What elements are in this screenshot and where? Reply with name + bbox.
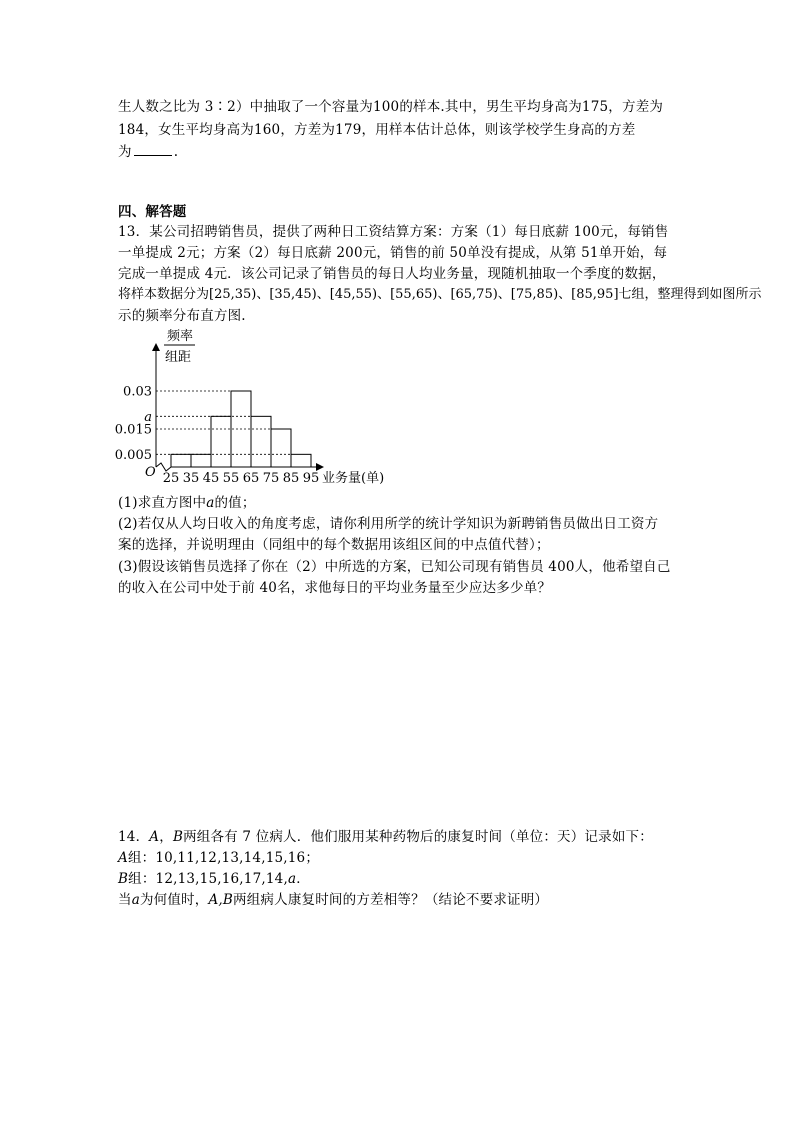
q14-line-b-post: ． — [296, 871, 310, 887]
q13-sub-3a: (3)假设该销售员选择了你在（2）中所选的方案，已知公司现有销售员 400人，他希望自己 — [118, 559, 671, 575]
x-tick-labels — [163, 471, 320, 486]
y-label-top: 频率 — [167, 329, 194, 344]
q14-line-b-text: 组：12,13,15,16,17,14, — [128, 871, 288, 887]
q13-line-3: 完成一单提成 4元．该公司记录了销售员的每日人均业务量，现随机抽取一个季度的数据， — [118, 266, 666, 282]
y-label-bottom: 组距 — [165, 350, 192, 365]
histogram-bar — [171, 454, 191, 467]
histogram-bar — [271, 429, 291, 467]
q14-line-a-var: A — [118, 850, 128, 866]
x-axis-label: 业务量(单) — [322, 471, 385, 486]
q14-line-1 — [118, 827, 653, 847]
histogram-bar — [191, 454, 211, 467]
q12-line-3-post: . — [173, 144, 179, 160]
q14-var-b-group: B — [172, 829, 184, 845]
y-tick-label: a — [144, 409, 152, 425]
section-title: 四、解答题 — [118, 204, 187, 220]
q14-line-4-post: 两组病人康复时间的方差相等？（结论不要求证明） — [233, 892, 549, 908]
axis-break — [156, 463, 171, 471]
q13-sub-3b: 的收入在公司中处于前 40名，求他每日的平均业务量至少应达多少单？ — [118, 580, 552, 596]
q13-line-4: 将样本数据分为[25,35)、[35,45)、[45,55)、[55,65)、[65,75)、[75,85)、[85,95]七组，整理得到如图所示 — [118, 287, 762, 302]
q14-line-b-a: a — [287, 871, 297, 887]
frequency-histogram — [115, 325, 405, 490]
y-tick-label: 0.015 — [114, 422, 152, 438]
y-tick-label: 0.005 — [114, 447, 152, 463]
x-tick-label: 95 — [302, 471, 320, 486]
answer-blank — [134, 142, 172, 156]
q12-line-3 — [118, 142, 178, 162]
q14-line-4-mid: 为何值时， — [139, 892, 209, 908]
q13-sub-2b: 案的选择，并说明理由（同组中的每个数据用该组区间的中点值代替）； — [118, 537, 550, 553]
y-tick-label: 0.03 — [123, 384, 152, 400]
q13-sub-1-pre: (1)求直方图中 — [118, 495, 207, 511]
q13-sub-2a: (2)若仅从人均日收入的角度考虑，请你利用所学的统计学知识为新聘销售员做出日工资方 — [118, 516, 659, 532]
histogram-bar — [211, 416, 231, 467]
q13-sub-1-post: 的值； — [214, 495, 256, 511]
q14-line-1-post: 两组各有 7 位病人．他们服用某种药物后的康复时间（单位：天）记录如下： — [183, 829, 653, 845]
q13-line-2: 一单提成 2元；方案（2）每日底薪 200元，销售的前 50单没有提成，从第 51单开始，每 — [118, 245, 668, 261]
q14-line-4-pre: 当 — [118, 892, 132, 908]
q12-line-2: 184，女生平均身高为160，方差为179，用样本估计总体，则该学校学生身高的方差 — [118, 122, 636, 138]
q14-line-4 — [118, 890, 548, 910]
q14-line-a — [118, 848, 319, 868]
x-tick-label: 25 — [162, 471, 180, 486]
histogram-bar — [291, 454, 311, 467]
q14-line-a-text: 组：10,11,12,13,14,15,16； — [127, 850, 320, 866]
q14-line-b-var: B — [118, 871, 129, 887]
x-tick-label: 65 — [242, 471, 260, 486]
origin-label: O — [145, 465, 156, 480]
q14-line-4-ab: A,B — [208, 892, 234, 908]
q12-line-1: 生人数之比为 3∶2）中抽取了一个容量为100的样本.其中，男生平均身高为175，方差为 — [118, 99, 664, 115]
histogram-bar — [251, 416, 271, 467]
x-tick-label: 75 — [262, 471, 280, 486]
q14-line-1-mid: ， — [159, 829, 173, 845]
q13-sub-1 — [118, 493, 256, 513]
q14-line-1-pre: 14． — [118, 829, 150, 845]
q13-sub-1-var: a — [206, 495, 215, 511]
q14-var-a-group: A — [149, 829, 160, 845]
x-tick-label: 35 — [182, 471, 200, 486]
y-tick-labels — [115, 385, 152, 463]
q14-line-4-a: a — [131, 892, 140, 908]
q13-line-5: 示的频率分布直方图. — [118, 308, 246, 324]
x-tick-label: 45 — [202, 471, 220, 486]
x-tick-label: 85 — [282, 471, 300, 486]
q12-line-3-pre: 为 — [118, 144, 132, 160]
x-tick-label: 55 — [222, 471, 240, 486]
q14-line-b — [118, 869, 310, 889]
q13-line-1: 13．某公司招聘销售员，提供了两种日工资结算方案：方案（1）每日底薪 100元，每销售 — [118, 224, 669, 240]
